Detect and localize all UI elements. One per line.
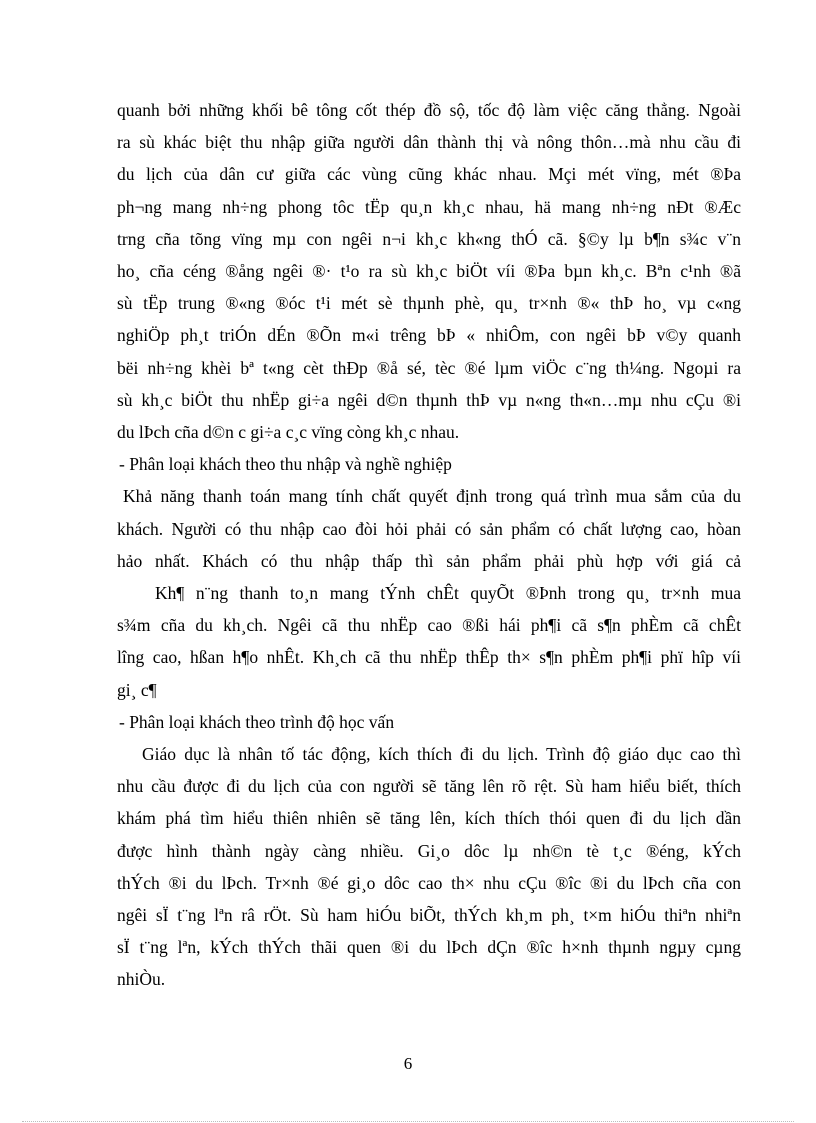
text-line: du lịch của dân cư giữa các vùng cũng khác nhau. Mçi mét vïng, mét ®Þa (117, 164, 741, 185)
text-line: quanh bởi những khối bê tông cốt thép đồ sộ, tốc độ làm việc căng thẳng. Ngoài (117, 100, 741, 120)
text-line: hảo nhất. Khách có thu nhập thấp thì sản phẩm phải phù hợp với giá cả (117, 550, 741, 571)
text-line: gi¸ c¶ (117, 679, 157, 700)
section-heading-education: - Phân loại khách theo trình độ học vấn (119, 711, 395, 732)
text-line: s¾m cña du kh¸ch. Ngêi cã thu nhËp cao ®ßi hái ph¶i cã s¶n phÈm cã chÊt (117, 615, 741, 636)
text-line: thÝch ®i du lÞch. Tr×nh ®é gi¸o dôc cao th× nhu cÇu ®îc ®i du lÞch cña con (117, 872, 741, 893)
text-line: ngêi sÏ t¨ng lªn râ rÖt. Sù ham hiÓu biÕt, thÝch kh¸m ph¸ t×m hiÓu thiªn nhiªn (117, 905, 741, 926)
text-line: nghiÖp ph¸t triÓn dÉn ®Õn m«i trêng bÞ « nhiÔm, con ngêi bÞ v©y quanh (117, 325, 741, 346)
text-line: bëi nh÷ng khèi bª t«ng cèt thÐp ®å sé, tèc ®é lµm viÖc c¨ng th¼ng. Ngoµi ra (117, 357, 741, 378)
text-line: nhu cầu được đi du lịch của con người sẽ tăng lên rõ rệt. Sù ham hiểu biết, thích (117, 776, 741, 797)
text-line: nhiÒu. (117, 969, 166, 990)
text-line: sù kh¸c biÖt thu nhËp gi÷a ngêi d©n thµnh thÞ vµ n«ng th«n…mµ nhu cÇu ®i (117, 389, 741, 410)
page-bottom-rule (22, 1121, 794, 1122)
text-line: khám phá tìm hiểu thiên nhiên sẽ tăng lên, kích thích thói quen đi du lịch dần (117, 808, 741, 829)
text-line: lîng cao, hßan h¶o nhÊt. Kh¸ch cã thu nhËp thÊp th× s¶n phÈm ph¶i phï hîp víi (117, 647, 741, 668)
text-line: ph¬ng mang nh÷ng phong tôc tËp qu¸n kh¸c nhau, hä mang nh÷ng nÐt ®Æc (117, 196, 741, 217)
text-line: Kh¶ n¨ng thanh to¸n mang tÝnh chÊt quyÕt ®Þnh trong qu¸ tr×nh mua (155, 583, 741, 604)
text-line: du lÞch cña d©n c gi÷a c¸c vïng còng kh¸c nhau. (117, 422, 460, 443)
section-education (117, 706, 741, 996)
text-line: sÏ t¨ng lªn, kÝch thÝch thãi quen ®i du lÞch dÇn ®îc h×nh thµnh ngµy cµng (117, 937, 741, 958)
text-line: Giáo dục là nhân tố tác động, kích thích đi du lịch. Trình độ giáo dục cao thì (142, 744, 741, 765)
text-line: ra sù khác biệt thu nhập giữa người dân thành thị và nông thôn…mà nhu cầu đi (117, 132, 741, 153)
page-number: 6 (403, 1054, 413, 1073)
text-line: được hình thành ngày càng nhiều. Gi¸o dôc lµ nh©n tè t¸c ®éng, kÝch (117, 840, 741, 861)
section-income-occupation (117, 448, 741, 706)
paragraph-diversity (117, 94, 741, 448)
body-text (117, 94, 741, 996)
text-line: Khả năng thanh toán mang tính chất quyết định trong quá trình mua sắm của du (123, 486, 741, 507)
text-line: sù tËp trung ®«ng ®óc t¹i mét sè thµnh phè, qu¸ tr×nh ®« thÞ ho¸ vµ c«ng (117, 293, 741, 314)
text-line: khách. Người có thu nhập cao đòi hỏi phải có sản phẩm có chất lượng cao, hòan (117, 518, 741, 539)
text-line: ho¸ cña céng ®ång ngêi ®· t¹o ra sù kh¸c biÖt víi ®Þa bµn kh¸c. Bªn c¹nh ®ã (117, 261, 741, 282)
section-heading-income: - Phân loại khách theo thu nhập và nghề nghiệp (119, 454, 452, 475)
text-line: trng cña tõng vïng mµ con ngêi n¬i kh¸c kh«ng thÓ cã. §©y lµ b¶n s¾c v¨n (117, 228, 741, 249)
